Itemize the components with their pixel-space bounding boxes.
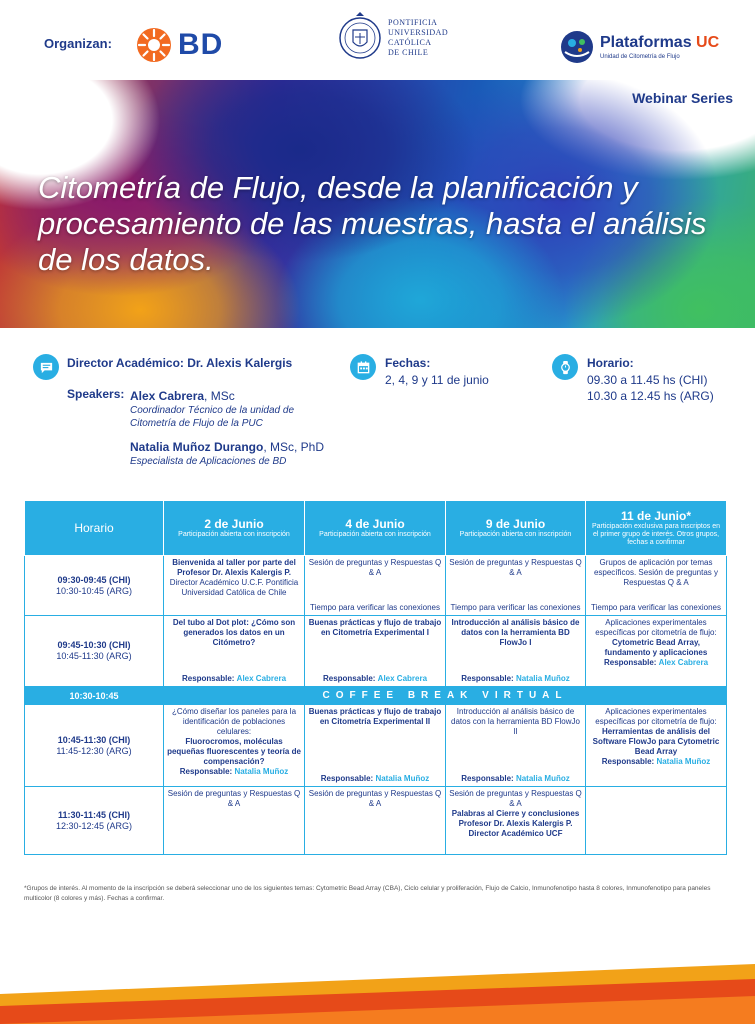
day-3-date: 9 de Junio xyxy=(485,517,546,531)
responsable-label: Responsable: xyxy=(179,767,233,776)
day-4-note: Participación exclusiva para inscriptos en el primer grupo de interés. Otros grupos, fechas a confirmar xyxy=(591,523,720,546)
session-title: Herramientas de análisis del Software FlowJo para Cytometric Bead Array xyxy=(592,727,720,756)
session-detail: Sesión de preguntas y Respuestas Q & A xyxy=(308,789,442,808)
day-1-note: Participación abierta con inscripción xyxy=(178,531,290,538)
session-responsible xyxy=(446,674,585,684)
day-2-date: 4 de Junio xyxy=(345,517,405,531)
event-info xyxy=(0,340,755,490)
plataformas-title xyxy=(600,34,719,52)
horario-label: Horario: xyxy=(587,356,634,370)
fechas-value: 2, 4, 9 y 11 de junio xyxy=(385,373,489,387)
session-note: Tiempo para verificar las conexiones xyxy=(450,603,581,612)
session-cell xyxy=(586,556,727,616)
puc-line: DE CHILE xyxy=(388,48,429,57)
table-row xyxy=(25,616,727,687)
time-chi: 09:45-10:30 (CHI) xyxy=(57,640,131,650)
speakers-label: Speakers: xyxy=(67,387,125,401)
header-day-1 xyxy=(164,501,305,556)
horario-arg: 10.30 a 12.45 hs (ARG) xyxy=(587,389,714,403)
responsable-name: Alex Cabrera xyxy=(236,674,287,683)
session-responsible xyxy=(167,767,301,777)
session-responsible xyxy=(446,774,585,784)
time-cell xyxy=(25,787,164,855)
responsable-label: Responsable: xyxy=(320,774,374,783)
session-cell xyxy=(446,787,586,855)
session-cell xyxy=(305,787,446,855)
session-detail: Sesión de preguntas y Respuestas Q & A xyxy=(167,789,301,808)
session-detail: Sesión de preguntas y Respuestas Q & A xyxy=(449,558,582,577)
plataformas-text xyxy=(600,34,719,60)
session-title: Palabras al Cierre y conclusiones Profesor Dr. Alexis Kalergis P. Director Académico UCF xyxy=(451,809,580,838)
day-3-note: Participación abierta con inscripción xyxy=(459,531,572,538)
coffee-time: 10:30-10:45 xyxy=(25,687,164,705)
responsable-label: Responsable: xyxy=(322,674,376,683)
puc-name xyxy=(388,18,448,58)
day-4-date: 11 de Junio* xyxy=(620,509,692,523)
director-label: Director Académico: Dr. Alexis Kalergis xyxy=(67,356,293,370)
organizan-label: Organizan: xyxy=(44,36,112,51)
session-cell xyxy=(164,705,305,787)
plataformas-icon xyxy=(560,30,594,64)
speaker-1-name: Alex Cabrera xyxy=(130,389,205,403)
table-header-row xyxy=(25,501,727,556)
time-cell xyxy=(25,705,164,787)
speaker-1 xyxy=(130,387,235,405)
speaker-2-role: Especialista de Aplicaciones de BD xyxy=(130,456,287,467)
bd-logo xyxy=(136,27,223,63)
footnote: *Grupos de interés. Al momento de la inscripción se deberá seleccionar uno de los siguientes temas: Cytometric Bead Array (CBA), Ciclo celular y proliferación, Flujo de Calcio, Inmunofenotipo hasta 8 colores, Inmunofenotipo para paneles multicolor (8 colores y más). Fechas a confirmar. xyxy=(24,885,711,902)
plataformas-prefix: Plataformas xyxy=(600,34,692,51)
responsable-name: Alex Cabrera xyxy=(658,658,709,667)
header-day-2 xyxy=(305,501,446,556)
session-note: Tiempo para verificar las conexiones xyxy=(591,603,721,612)
speaker-2-name: Natalia Muñoz Durango xyxy=(130,440,264,454)
session-cell xyxy=(446,556,586,616)
session-title: Introducción al análisis básico de datos con la herramienta BD FlowJo II xyxy=(451,707,580,736)
session-cell xyxy=(305,705,446,787)
session-detail: Aplicaciones experimentales específicas por citometría de flujo: xyxy=(595,618,717,637)
puc-line: CATÓLICA xyxy=(388,38,432,47)
session-cell xyxy=(586,705,727,787)
speaker-2 xyxy=(130,438,324,456)
responsable-name: Natalia Muñoz xyxy=(234,767,289,776)
puc-seal-icon xyxy=(338,8,382,68)
responsable-name: Natalia Muñoz xyxy=(656,757,711,766)
session-cell-empty xyxy=(586,787,727,855)
day-1-date: 2 de Junio xyxy=(204,517,264,531)
session-title: Cytometric Bead Array, fundamento y aplicaciones xyxy=(604,638,708,657)
header xyxy=(0,0,755,80)
speaker-2-degree: , MSc, PhD xyxy=(263,440,325,454)
table-row xyxy=(25,556,727,616)
session-responsible xyxy=(305,674,445,684)
session-cell xyxy=(164,616,305,687)
session-title: Del tubo al Dot plot: ¿Cómo son generados los datos en un Citómetro? xyxy=(172,618,296,647)
session-note: Tiempo para verificar las conexiones xyxy=(310,603,440,612)
responsable-label: Responsable: xyxy=(601,757,655,766)
responsable-name: Natalia Muñoz xyxy=(375,774,430,783)
webinar-series-label: Webinar Series xyxy=(632,90,733,106)
bd-name: BD xyxy=(178,28,224,61)
speaker-1-role: Coordinador Técnico de la unidad de Citometría de Flujo de la PUC xyxy=(130,405,294,429)
puc-line: PONTIFICIA xyxy=(388,18,438,27)
header-day-3 xyxy=(446,501,586,556)
session-responsible xyxy=(589,658,723,668)
responsable-name: Alex Cabrera xyxy=(377,674,428,683)
responsable-label: Responsable: xyxy=(461,674,514,683)
coffee-break-label: COFFEE BREAK VIRTUAL xyxy=(164,687,727,705)
speaker-1-degree: , MSc xyxy=(204,389,235,403)
header-horario: Horario xyxy=(25,501,164,556)
responsable-label: Responsable: xyxy=(181,674,235,683)
session-detail: Grupos de aplicación por temas específicos. Sesión de preguntas y Respuestas Q & A xyxy=(593,558,719,587)
hero-banner xyxy=(0,80,755,328)
fechas-label: Fechas: xyxy=(385,356,431,370)
session-cell xyxy=(446,705,586,787)
puc-line: UNIVERSIDAD xyxy=(388,28,449,37)
watch-icon xyxy=(552,354,578,380)
responsable-label: Responsable: xyxy=(603,658,657,667)
time-chi: 09:30-09:45 (CHI) xyxy=(57,574,131,585)
session-cell xyxy=(305,556,446,616)
schedule-table xyxy=(24,500,727,855)
day-2-note: Participación abierta con inscripción xyxy=(319,531,431,538)
time-arg: 11:45-12:30 (ARG) xyxy=(56,745,132,756)
time-arg: 12:30-12:45 (ARG) xyxy=(55,820,133,831)
session-cell xyxy=(305,616,446,687)
time-chi: 11:30-11:45 (CHI) xyxy=(57,809,131,820)
session-responsible xyxy=(589,757,723,767)
session-title: Buenas prácticas y flujo de trabajo en Citometría Experimental I xyxy=(308,618,442,637)
session-cell xyxy=(586,616,727,687)
session-detail: ¿Cómo diseñar los paneles para la identificación de poblaciones celulares: xyxy=(171,707,297,736)
session-detail: Aplicaciones experimentales específicas por citometría de flujo: xyxy=(595,707,717,726)
bd-sun-icon xyxy=(136,27,172,63)
session-detail: Director Académico U.C.F. Pontificia Universidad Católica de Chile xyxy=(169,578,299,597)
plataformas-logo xyxy=(560,30,719,64)
time-arg: 10:30-10:45 (ARG) xyxy=(55,585,133,596)
bottom-decoration xyxy=(0,924,755,1024)
time-cell xyxy=(25,616,164,687)
session-responsible xyxy=(305,774,445,784)
coffee-break-row xyxy=(25,687,727,705)
table-row xyxy=(25,787,727,855)
plataformas-subtitle: Unidad de Citometría de Flujo xyxy=(600,54,680,60)
horario-chi: 09.30 a 11.45 hs (CHI) xyxy=(587,373,708,387)
time-cell xyxy=(25,556,164,616)
table-row xyxy=(25,705,727,787)
puc-logo xyxy=(338,8,448,68)
session-cell xyxy=(164,556,305,616)
event-title: Citometría de Flujo, desde la planificación y procesamiento de las muestras, hasta el análisis de los datos. xyxy=(38,170,707,277)
session-title: Introducción al análisis básico de datos con la herramienta BD FlowJo I xyxy=(451,618,580,647)
session-title: Bienvenida al taller por parte del Profesor Dr. Alexis Kalergis P. xyxy=(172,558,296,577)
plataformas-suffix: UC xyxy=(696,34,720,51)
session-cell xyxy=(446,616,586,687)
session-detail: Sesión de preguntas y Respuestas Q & A xyxy=(449,789,582,808)
responsable-label: Responsable: xyxy=(461,774,514,783)
time-arg: 10:45-11:30 (ARG) xyxy=(56,651,132,661)
responsable-name: Natalia Muñoz xyxy=(515,674,570,683)
session-responsible xyxy=(164,674,304,684)
calendar-icon xyxy=(350,354,376,380)
header-day-4 xyxy=(586,501,727,556)
session-title: Fluorocromos, moléculas pequeñas fluorescentes y teoría de compensación? xyxy=(167,737,301,766)
time-chi: 10:45-11:30 (CHI) xyxy=(57,734,131,745)
responsable-name: Natalia Muñoz xyxy=(515,774,570,783)
chat-icon xyxy=(33,354,59,380)
session-cell xyxy=(164,787,305,855)
session-title: Buenas prácticas y flujo de trabajo en Citometría Experimental II xyxy=(308,707,442,726)
session-detail: Sesión de preguntas y Respuestas Q & A xyxy=(308,558,442,577)
